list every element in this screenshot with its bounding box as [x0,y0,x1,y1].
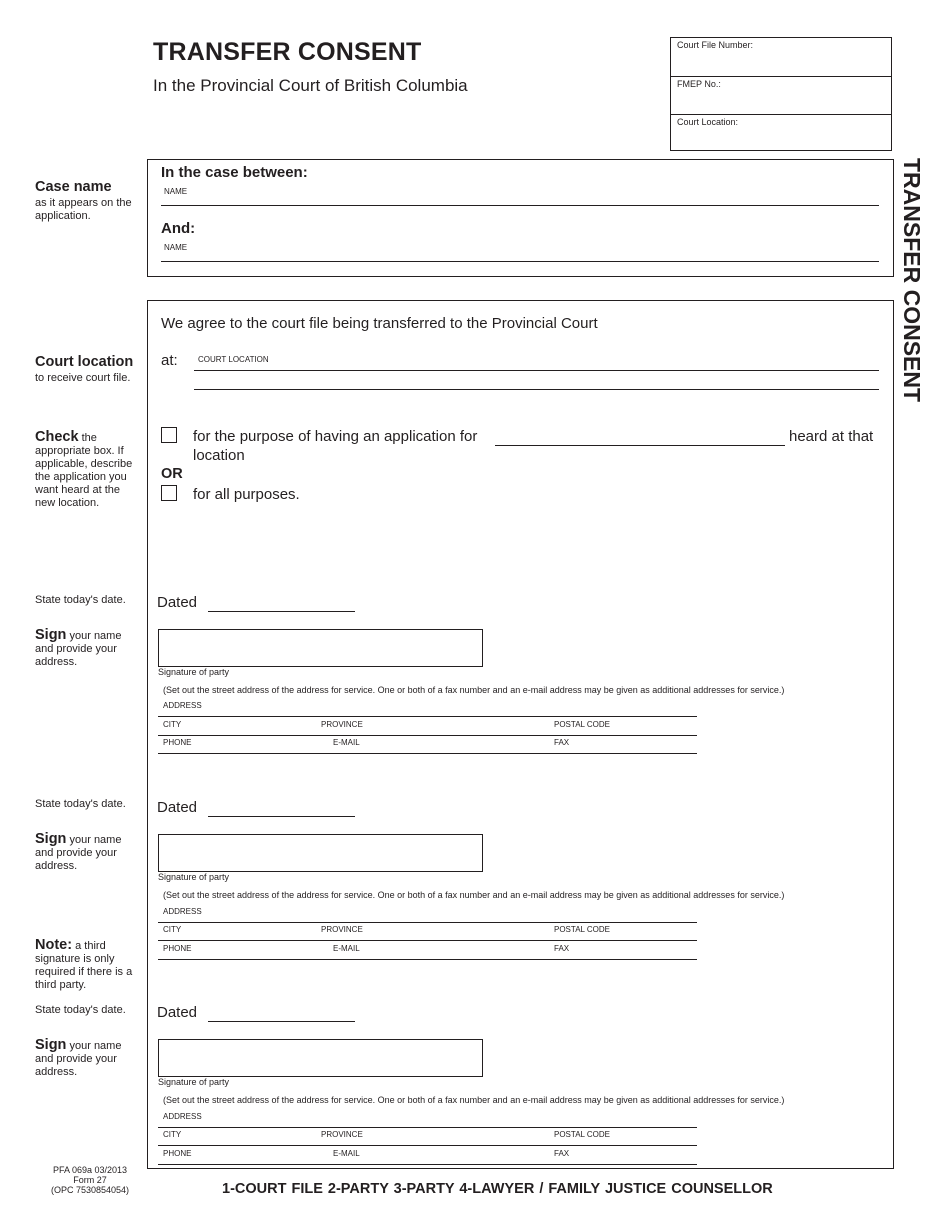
application-purpose-checkbox[interactable] [161,427,177,443]
court-file-box [670,37,892,151]
date-note-3: State today's date. [35,1004,126,1016]
form-code: PFA 069a 03/2013 [52,1165,128,1175]
dated-label-2: Dated [157,799,198,816]
address-note-2: (Set out the street address of the address for service. One or both of a fax number and an e-mail address may be given as additional addresses for service.) [163,890,785,900]
check-margin-note [35,431,140,510]
sign-rest-2: and provide your address. [35,847,117,872]
sign-note-3 [35,1039,140,1079]
address-line-3[interactable] [158,1127,697,1128]
option2-text: for all purposes. [193,486,300,503]
court-file-number-field[interactable] [671,38,891,76]
at-label: at: [161,352,178,369]
date-note-2: State today's date. [35,798,126,810]
date-line-3[interactable] [208,1021,355,1022]
city-line-3[interactable] [158,1145,697,1146]
signature-caption-2: Signature of party [158,872,230,882]
note-title: Note: [35,937,73,953]
copy-distribution: 1-COURT FILE 2-PARTY 3-PARTY 4-LAWYER / FAMILY JUSTICE COUNSELLOR [222,1181,773,1197]
sign-first-3: your name [69,1040,122,1052]
court-location-line-2[interactable] [194,389,879,390]
fmep-number-field[interactable] [671,76,891,114]
sign-rest-1: and provide your address. [35,643,117,668]
court-location-line-1[interactable] [194,370,879,371]
note-rest: signature is only required if there is a third party. [35,953,133,991]
sign-note-1 [35,629,140,669]
email-label-1: E-MAIL [333,738,360,747]
sign-rest-3: and provide your address. [35,1053,117,1078]
phone-line-1[interactable] [158,753,697,754]
sign-note-2 [35,833,140,873]
city-line-2[interactable] [158,940,697,941]
province-label-1: PROVINCE [321,720,363,729]
third-signature-note [35,939,140,992]
vertical-title-text: TRANSFER CONSENT [899,158,925,403]
sign-title-3: Sign [35,1037,67,1053]
dated-label-3: Dated [157,1004,198,1021]
court-file-number-label: Court File Number: [677,40,754,50]
phone-label-2: PHONE [163,944,192,953]
date-line-2[interactable] [208,816,355,817]
court-subtitle: In the Provincial Court of British Columbia [153,76,468,95]
all-purposes-checkbox[interactable] [161,485,177,501]
signature-caption-1: Signature of party [158,667,230,677]
form-title: TRANSFER CONSENT [153,38,422,66]
vertical-title [897,158,925,422]
option1-text-c: location [193,447,245,464]
email-label-2: E-MAIL [333,944,360,953]
opc-number: (OPC 7530854054) [50,1185,130,1195]
address-label-3: ADDRESS [163,1112,202,1121]
court-location-margin-text: to receive court file. [35,372,131,384]
city-line-1[interactable] [158,735,697,736]
name-label-1: NAME [164,187,188,196]
phone-label-3: PHONE [163,1149,192,1158]
check-margin-first: the [81,432,97,444]
option1-text-b: heard at that [789,428,874,445]
signature-box-3[interactable] [158,1039,483,1077]
and-label: And: [161,220,196,237]
fmep-label: FMEP No.: [677,79,721,89]
or-label: OR [161,466,183,482]
dated-label-1: Dated [157,594,198,611]
phone-label-1: PHONE [163,738,192,747]
city-label-2: CITY [163,925,182,934]
city-label-3: CITY [163,1130,182,1139]
address-note-1: (Set out the street address of the address for service. One or both of a fax number and an e-mail address may be given as additional addresses for service.) [163,685,785,695]
application-description-line[interactable] [495,445,785,446]
phone-line-3[interactable] [158,1164,697,1165]
case-name-margin-title: Case name [35,179,112,195]
sign-title-2: Sign [35,831,67,847]
phone-line-2[interactable] [158,959,697,960]
signature-box-1[interactable] [158,629,483,667]
note-first: a third [75,940,106,952]
postal-label-3: POSTAL CODE [554,1130,611,1139]
signature-caption-3: Signature of party [158,1077,230,1087]
address-note-3: (Set out the street address of the address for service. One or both of a fax number and an e-mail address may be given as additional addresses for service.) [163,1095,785,1105]
fax-label-1: FAX [554,738,570,747]
date-note-1: State today's date. [35,594,126,606]
between-label: In the case between: [161,164,308,181]
option1-text-a: for the purpose of having an application for [193,428,478,445]
court-location-field[interactable] [671,114,891,152]
court-location-label: Court Location: [677,117,739,127]
address-label-2: ADDRESS [163,907,202,916]
court-location-small-label: COURT LOCATION [198,355,269,364]
agree-text: We agree to the court file being transferred to the Provincial Court [161,315,598,332]
email-label-3: E-MAIL [333,1149,360,1158]
fax-label-3: FAX [554,1149,570,1158]
address-line-1[interactable] [158,716,697,717]
party-1-name-line[interactable] [161,205,879,206]
party-2-name-line[interactable] [161,261,879,262]
province-label-3: PROVINCE [321,1130,363,1139]
signature-box-2[interactable] [158,834,483,872]
sign-first-2: your name [69,834,122,846]
name-label-2: NAME [164,243,188,252]
postal-label-2: POSTAL CODE [554,925,611,934]
check-margin-rest: appropriate box. If applicable, describe the application you want heard at the new location. [35,445,133,509]
case-name-margin-text: as it appears on the application. [35,197,132,222]
sign-first-1: your name [69,630,122,642]
form-number: Form 27 [73,1175,107,1185]
check-margin-title: Check [35,429,79,445]
postal-label-1: POSTAL CODE [554,720,611,729]
fax-label-2: FAX [554,944,570,953]
court-location-margin-title: Court location [35,354,134,370]
date-line-1[interactable] [208,611,355,612]
province-label-2: PROVINCE [321,925,363,934]
city-label-1: CITY [163,720,182,729]
address-line-2[interactable] [158,922,697,923]
address-label-1: ADDRESS [163,701,202,710]
form-identifier [40,1165,140,1195]
sign-title-1: Sign [35,627,67,643]
